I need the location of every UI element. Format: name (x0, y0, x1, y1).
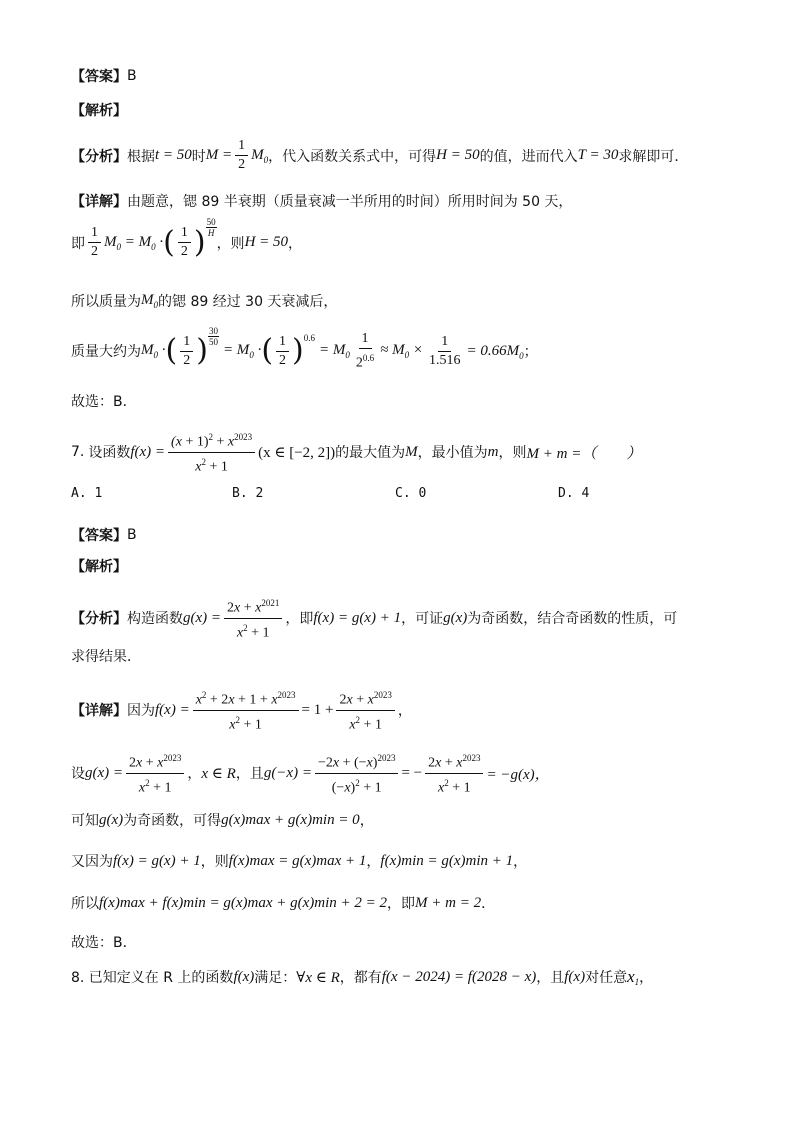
math-eq: = −g(x)， (486, 766, 550, 783)
math-eq: = $M_0$ · (222, 342, 262, 361)
xiangjie-tag: 【详解】 (71, 194, 127, 210)
text: 设 (71, 766, 85, 783)
q6-answer-line (71, 66, 137, 86)
exp-den: 50 (208, 336, 218, 347)
text: ， (513, 854, 528, 870)
math-t30: T = 30 (577, 147, 619, 163)
math-gx: g(x) = (85, 764, 124, 781)
text: ， (397, 703, 412, 720)
exponent-50-over-H (206, 217, 217, 238)
fenxi-tag: 【分析】 (71, 148, 127, 165)
text: ，则 (200, 854, 229, 870)
fraction-neg: $\frac{-2x + (-x)^{2023}}{(-x)^2 + 1}$ (315, 749, 398, 797)
q6-zhiliang-line (71, 325, 538, 373)
math-eq: f(x − 2024) = f(2028 − x) (381, 968, 537, 985)
paren-close: ) (196, 333, 208, 369)
math-M0: $M_0$ (141, 292, 158, 310)
q7-guxuan-line (71, 932, 137, 952)
math-eq: = $M_0$ (319, 342, 350, 361)
math-eq: g(x)max + g(x)min = 0 (221, 811, 360, 828)
text: 的值，进而代入 (479, 148, 578, 165)
math-fx: f(x) (233, 968, 255, 985)
q7-suoyi-line (71, 893, 495, 913)
math-eq: $M_0 = M_0$ · (104, 233, 164, 252)
xiangjie-tag: 【详解】 (71, 703, 127, 720)
option-b: B. 2 (232, 486, 264, 501)
text: 满足： (254, 970, 297, 986)
text: ，都有 (339, 970, 382, 986)
q7-question-line (71, 428, 641, 476)
paren-close: ) (193, 224, 206, 260)
math-eq: f(x) = g(x) + 1 (313, 609, 402, 626)
text: ， (639, 970, 654, 986)
q7-set-line (71, 749, 550, 797)
math-eq: = − (401, 764, 423, 781)
answer-value: B (127, 68, 137, 84)
q7-kezhi-line (71, 810, 374, 830)
q6-ji-line (71, 217, 303, 261)
fraction-half: $\frac{1}{2}$ (178, 224, 191, 261)
den: 1.516 (428, 352, 461, 368)
text: 故选：B． (71, 935, 137, 951)
math-gx: g(x) (443, 609, 468, 626)
fraction-2x-2023: $\frac{2x + x^{2023}}{x^2 + 1}$ (425, 749, 483, 797)
q6-fenxi-line (71, 137, 688, 174)
option-d: D. 4 (558, 486, 590, 501)
fenxi-tag: 【分析】 (71, 611, 127, 628)
exponent-06: 0.6 (303, 333, 315, 344)
text: ， (288, 235, 303, 252)
text: ，且 (235, 766, 264, 783)
text: 因为 (127, 703, 155, 720)
paren-open: ( (261, 333, 274, 369)
text: 又因为 (71, 854, 113, 870)
exp-num: 30 (208, 325, 218, 336)
q6-guxuan-line (71, 391, 137, 411)
math-M-half: M = (205, 147, 233, 163)
question-number: 7. (71, 444, 85, 461)
text: ，则 (498, 445, 527, 462)
math-M0: $M_0$ · (141, 342, 166, 361)
math-M: M (405, 443, 418, 460)
math-domain: (x ∈ [−2, 2]) (258, 444, 336, 461)
option-a: A. 1 (71, 486, 103, 501)
text: 的最大值为 (335, 445, 406, 462)
fraction-q7-fx: $\frac{(x + 1)^2 + x^{2023}}{x^2 + 1}$ (168, 428, 255, 476)
math-xr: x ∈ R (201, 765, 236, 782)
q6-xiangjie-line (71, 191, 572, 211)
text: ， (187, 766, 202, 783)
paren-close: ) (292, 333, 304, 369)
math-eq: M + m = 2 (415, 894, 482, 911)
math-eq: f(x)min = g(x)min + 1 (380, 852, 514, 869)
fraction-2x-2023: $\frac{2x + x^{2023}}{x^2 + 1}$ (126, 749, 184, 797)
text: ，则 (216, 235, 245, 252)
math-h50: H = 50 (436, 147, 480, 163)
text: ，即 (387, 896, 416, 912)
text: 为奇函数，结合奇函数的性质，可 (467, 611, 678, 628)
exponent-30-over-50 (208, 326, 219, 347)
text: 设函数 (88, 445, 131, 462)
text: 构造函数 (127, 611, 183, 628)
q6-suoyi-line (71, 291, 337, 311)
text: 为奇函数，可得 (123, 813, 222, 829)
math-g-neg: g(−x) = (263, 764, 312, 781)
text: 对任意 (585, 970, 628, 986)
text: 时 (191, 148, 206, 165)
math-fx: f(x) (564, 968, 586, 985)
text: 即 (71, 235, 85, 252)
fraction-half: $\frac{1}{2}$ (235, 137, 248, 174)
q7-youyin-line (71, 851, 527, 871)
text: ，且 (536, 970, 565, 986)
sub-0: 0 (519, 351, 524, 362)
math-eq: f(x) = g(x) + 1 (113, 852, 201, 869)
math-forall: ∀x ∈ R (296, 969, 340, 986)
paren-open: ( (163, 224, 175, 260)
text: ； (523, 344, 538, 361)
math-x1: x (627, 967, 635, 986)
text: 根据 (127, 148, 155, 165)
math-eq: f(x)max = g(x)max + 1 (228, 852, 367, 869)
text: ，可证 (401, 611, 444, 628)
text: 8. 已知定义在 R 上的函数 (71, 970, 234, 986)
exp-num: 50 (206, 217, 216, 227)
math-approx: ≈ $M_0$ × (380, 342, 423, 361)
fraction-half: $\frac{1}{2}$ (276, 333, 289, 370)
text: ， (359, 813, 374, 829)
math-h50: H = 50 (244, 234, 289, 250)
text: ，最小值为 (417, 445, 488, 462)
math-M0: $M_0$ (251, 146, 269, 165)
fraction-1-over-2-06: $\frac{1}{2^{0.6}}$ (355, 331, 375, 371)
answer-tag: 【答案】 (71, 69, 127, 85)
analysis-tag: 【解析】 (71, 103, 127, 119)
option-c: C. 0 (395, 486, 427, 501)
q8-question-line (71, 967, 653, 987)
text: 可知 (71, 813, 99, 829)
text: 故选：B． (71, 394, 137, 410)
text: ，即 (285, 611, 314, 628)
answer-tag: 【答案】 (71, 528, 127, 544)
text: ，代入函数关系式中，可得 (268, 148, 437, 165)
q7-fenxi-line-2 (71, 646, 141, 666)
math-t50: t = 50 (155, 147, 192, 163)
math-eq: f(x)max + f(x)min = g(x)max + g(x)min + 2 = 2 (99, 894, 388, 911)
math-fx: f(x) = (155, 701, 190, 718)
fraction-gx-2021: $\frac{2x + x^{2021}}{x^2 + 1}$ (224, 594, 282, 642)
text: 质量大约为 (71, 344, 141, 361)
text: 所以质量为 (71, 294, 141, 310)
math-eq: = 1 + (301, 701, 334, 718)
q7-analysis-heading (71, 556, 127, 576)
math-gx: g(x) (99, 811, 124, 828)
fraction-half: $\frac{1}{2}$ (180, 333, 193, 370)
text: 求得结果． (71, 649, 141, 665)
math-fx: f(x) = (130, 443, 166, 460)
analysis-tag: 【解析】 (71, 559, 127, 575)
fraction-half: $\frac{1}{2}$ (88, 224, 101, 261)
text: 由题意，锶 89 半衰期（质量衰减一半所用的时间）所用时间为 50 天， (127, 194, 573, 210)
text: 所以 (71, 896, 99, 912)
text: 求解即可． (618, 148, 689, 165)
text: ． (481, 896, 496, 912)
q7-xiangjie-line (71, 686, 412, 734)
math-gx: g(x) = (183, 609, 222, 626)
answer-value: B (127, 527, 137, 543)
text: 的锶 89 经过 30 天衰减后， (158, 294, 338, 310)
math-m: m (487, 443, 499, 460)
math-x1-sub: 1 (634, 977, 640, 987)
fraction-expanded: $\frac{x^2 + 2x + 1 + x^{2023}}{x^2 + 1}$ (193, 686, 299, 734)
q6-analysis-heading (71, 100, 127, 120)
math-result: = 0.66M (466, 342, 520, 359)
q7-fenxi-line (71, 594, 677, 642)
exp-den: H (207, 228, 215, 238)
paren-open: ( (165, 333, 178, 369)
fraction-2x-2023: $\frac{2x + x^{2023}}{x^2 + 1}$ (336, 686, 394, 734)
math-ask: M + m =（ ） (526, 445, 642, 462)
fraction-1-over-1516: $\frac{1}{1.516}$ (426, 333, 464, 370)
q7-answer-line (71, 525, 137, 545)
text: ， (366, 854, 381, 870)
